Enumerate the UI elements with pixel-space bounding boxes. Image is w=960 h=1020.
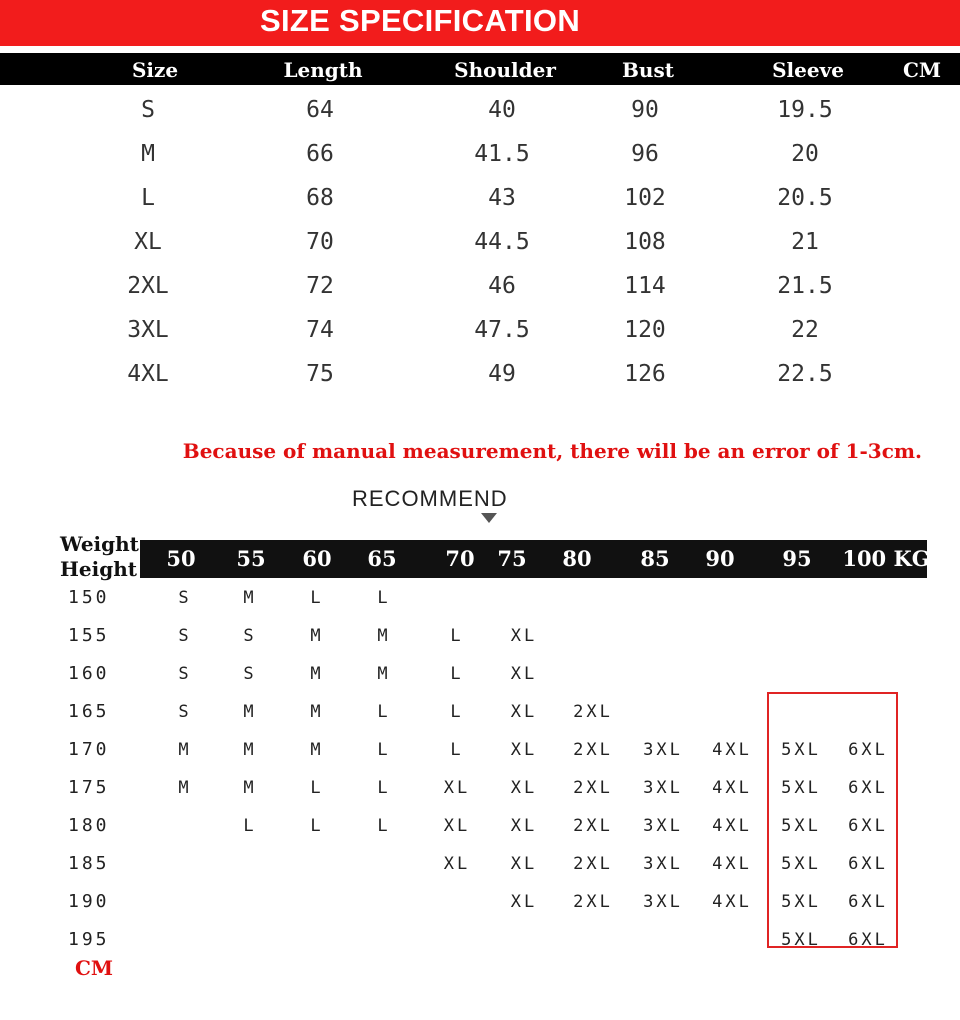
height-label: Height	[60, 557, 137, 581]
height-value: 165	[68, 701, 110, 722]
recommended-size-cell: L	[377, 740, 391, 760]
height-value: 190	[68, 891, 110, 912]
recommended-size-cell: L	[377, 702, 391, 722]
recommended-size-cell: XL	[510, 626, 538, 646]
recommended-size-cell: L	[377, 588, 391, 608]
size-table-cell: 102	[624, 185, 666, 211]
recommended-size-cell: L	[310, 816, 324, 836]
recommended-size-cell: L	[450, 664, 464, 684]
recommended-size-cell: 6XL	[848, 930, 888, 950]
page-title: SIZE SPECIFICATION	[259, 3, 581, 38]
recommended-size-cell: M	[310, 740, 324, 760]
size-table-cell: 108	[624, 229, 666, 255]
size-table-cell: 72	[306, 273, 334, 299]
recommended-size-cell: 6XL	[848, 778, 888, 798]
recommended-size-cell: 2XL	[573, 892, 613, 912]
weight-header-cell: 65	[367, 546, 397, 571]
recommended-size-cell: XL	[510, 892, 538, 912]
recommended-size-cell: M	[178, 740, 192, 760]
size-table-cell: 64	[306, 97, 334, 123]
recommended-size-cell: 3XL	[643, 892, 683, 912]
recommended-size-cell: 4XL	[712, 740, 752, 760]
recommended-size-cell: 3XL	[643, 816, 683, 836]
recommended-size-cell: XL	[443, 854, 471, 874]
recommended-size-cell: 2XL	[573, 740, 613, 760]
recommended-size-cell: S	[178, 626, 192, 646]
measurement-note: Because of manual measurement, there will be an error of 1-3cm.	[182, 439, 922, 463]
recommended-size-cell: 2XL	[573, 854, 613, 874]
size-table-cell: 22.5	[777, 361, 833, 387]
size-table-cell: 47.5	[474, 317, 530, 343]
size-table-cell: 41.5	[474, 141, 530, 167]
size-unit-label: CM	[902, 58, 942, 82]
recommended-size-cell: 3XL	[643, 854, 683, 874]
size-table-cell: 126	[624, 361, 666, 387]
size-table-cell: 49	[488, 361, 516, 387]
recommended-size-cell: S	[243, 626, 257, 646]
size-table-cell: 74	[306, 317, 334, 343]
size-table-cell: 96	[631, 141, 659, 167]
recommended-size-cell: M	[243, 778, 257, 798]
weight-header-cell: 70	[445, 546, 475, 571]
height-value: 150	[68, 587, 110, 608]
size-table-cell: 114	[624, 273, 666, 299]
recommended-size-cell: L	[310, 778, 324, 798]
size-table-cell: 2XL	[127, 273, 169, 299]
recommended-size-cell: XL	[510, 740, 538, 760]
size-table-cell: 68	[306, 185, 334, 211]
recommended-size-cell: L	[450, 626, 464, 646]
recommended-size-cell: L	[377, 778, 391, 798]
recommended-size-cell: S	[178, 588, 192, 608]
recommended-size-cell: M	[377, 664, 391, 684]
height-unit-label: CM	[75, 956, 114, 980]
height-value: 175	[68, 777, 110, 798]
recommended-size-cell: L	[450, 702, 464, 722]
weight-header-cell: 80	[562, 546, 592, 571]
recommended-size-cell: M	[243, 588, 257, 608]
size-table-cell: 46	[488, 273, 516, 299]
size-table-cell: 120	[624, 317, 666, 343]
recommended-size-cell: 5XL	[781, 892, 821, 912]
size-header-size: Size	[131, 58, 179, 82]
recommended-size-cell: 6XL	[848, 740, 888, 760]
size-table-cell: XL	[134, 229, 162, 255]
size-table-cell: S	[141, 97, 155, 123]
recommended-size-cell: M	[377, 626, 391, 646]
recommended-size-cell: 5XL	[781, 930, 821, 950]
size-table-cell: 43	[488, 185, 516, 211]
recommended-size-cell: 5XL	[781, 740, 821, 760]
recommended-size-cell: 6XL	[848, 892, 888, 912]
size-table-cell: 40	[488, 97, 516, 123]
weight-label: Weight	[60, 532, 139, 556]
height-value: 180	[68, 815, 110, 836]
recommended-size-cell: 4XL	[712, 816, 752, 836]
weight-header-cell: 100 KG	[842, 546, 930, 571]
recommended-size-cell: 2XL	[573, 778, 613, 798]
recommended-size-cell: XL	[510, 664, 538, 684]
recommended-size-cell: M	[243, 740, 257, 760]
size-header-shoulder: Shoulder	[454, 58, 556, 82]
size-table-cell: 20.5	[777, 185, 833, 211]
height-value: 170	[68, 739, 110, 760]
recommended-size-cell: 3XL	[643, 740, 683, 760]
recommended-size-cell: 2XL	[573, 702, 613, 722]
recommended-size-cell: L	[377, 816, 391, 836]
size-table-cell: M	[141, 141, 155, 167]
arrow-down-icon	[481, 513, 497, 523]
recommended-size-cell: 2XL	[573, 816, 613, 836]
weight-header-cell: 50	[166, 546, 196, 571]
height-value: 160	[68, 663, 110, 684]
size-header-bust: Bust	[622, 58, 674, 82]
weight-header-cell: 85	[640, 546, 670, 571]
size-table-cell: 22	[791, 317, 819, 343]
recommended-size-cell: M	[310, 664, 324, 684]
recommended-size-cell: 3XL	[643, 778, 683, 798]
title-banner	[0, 0, 960, 46]
recommended-size-cell: S	[178, 702, 192, 722]
recommended-size-cell: 4XL	[712, 778, 752, 798]
recommended-size-cell: 4XL	[712, 854, 752, 874]
size-table-cell: 3XL	[127, 317, 169, 343]
weight-header-cell: 60	[302, 546, 332, 571]
size-table-cell: 66	[306, 141, 334, 167]
recommended-size-cell: 5XL	[781, 854, 821, 874]
size-table-cell: 90	[631, 97, 659, 123]
weight-header-cell: 95	[782, 546, 812, 571]
recommended-size-cell: S	[243, 664, 257, 684]
recommended-size-cell: 6XL	[848, 854, 888, 874]
weight-header-cell: 75	[497, 546, 527, 571]
size-table-cell: 70	[306, 229, 334, 255]
size-table-cell: 21.5	[777, 273, 833, 299]
size-table-cell: 20	[791, 141, 819, 167]
recommended-size-cell: 6XL	[848, 816, 888, 836]
recommended-size-cell: XL	[510, 702, 538, 722]
size-header-length: Length	[283, 58, 363, 82]
recommended-size-cell: XL	[510, 816, 538, 836]
size-table-cell: 4XL	[127, 361, 169, 387]
weight-header-cell: 90	[705, 546, 735, 571]
recommended-size-cell: 5XL	[781, 816, 821, 836]
large-size-highlight-box	[767, 692, 898, 948]
size-header-sleeve: Sleeve	[772, 58, 844, 82]
size-table-cell: 21	[791, 229, 819, 255]
size-table-cell: 75	[306, 361, 334, 387]
recommended-size-cell: L	[310, 588, 324, 608]
recommended-size-cell: M	[310, 626, 324, 646]
recommended-size-cell: XL	[443, 816, 471, 836]
recommended-size-cell: XL	[510, 854, 538, 874]
recommended-size-cell: S	[178, 664, 192, 684]
recommended-size-cell: L	[243, 816, 257, 836]
recommended-size-cell: M	[243, 702, 257, 722]
recommend-heading: RECOMMEND	[352, 486, 508, 511]
size-table-cell: L	[141, 185, 155, 211]
recommended-size-cell: M	[310, 702, 324, 722]
size-table-cell: 19.5	[777, 97, 833, 123]
recommended-size-cell: 5XL	[781, 778, 821, 798]
height-value: 185	[68, 853, 110, 874]
recommended-size-cell: 4XL	[712, 892, 752, 912]
weight-header-cell: 55	[236, 546, 266, 571]
size-table-cell: 44.5	[474, 229, 530, 255]
height-value: 195	[68, 929, 110, 950]
weight-height-label	[60, 532, 139, 582]
recommended-size-cell: L	[450, 740, 464, 760]
recommended-size-cell: XL	[443, 778, 471, 798]
recommended-size-cell: XL	[510, 778, 538, 798]
height-value: 155	[68, 625, 110, 646]
recommended-size-cell: M	[178, 778, 192, 798]
